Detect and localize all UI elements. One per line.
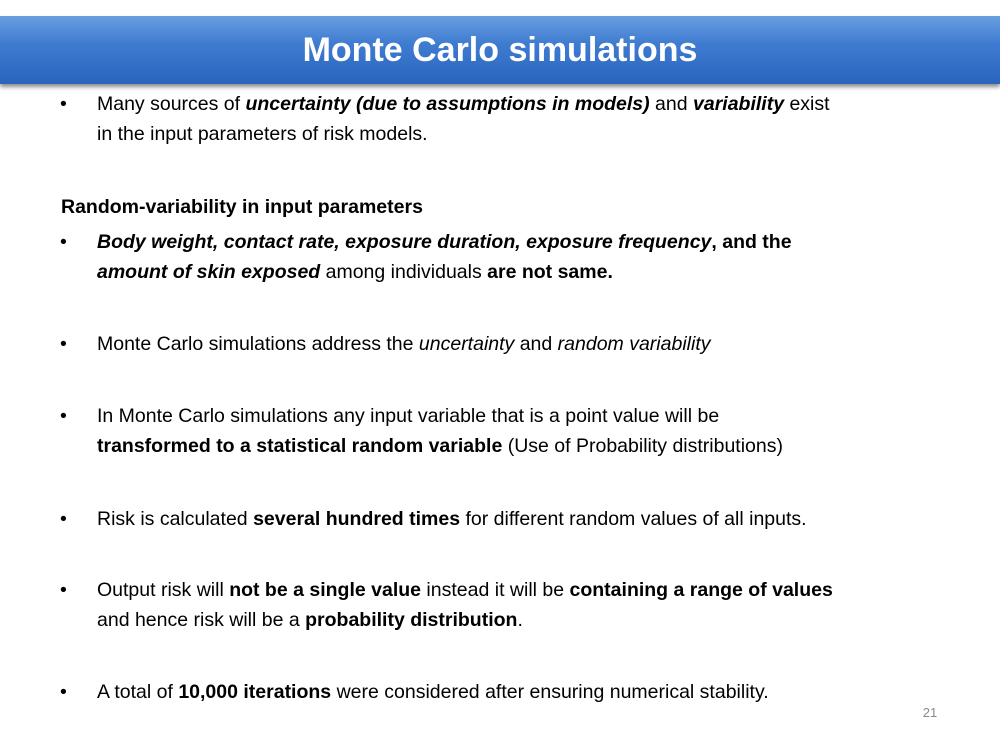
section-heading: Random-variability in input parameters bbox=[61, 196, 423, 218]
text-run: Risk is calculated bbox=[97, 508, 254, 530]
title-bar bbox=[0, 16, 1000, 84]
bold-run: , and the bbox=[711, 231, 792, 253]
bullet-text bbox=[97, 677, 957, 707]
bullet-text bbox=[97, 329, 957, 359]
page-number: 21 bbox=[922, 705, 938, 720]
italic-run: uncertainty bbox=[418, 333, 515, 355]
text-run: exist bbox=[784, 93, 830, 115]
text-run: A total of bbox=[97, 681, 179, 703]
bullet-text bbox=[97, 575, 957, 635]
bullet-icon: • bbox=[60, 333, 67, 355]
bullet-text bbox=[97, 227, 957, 287]
text-run: and bbox=[514, 333, 558, 355]
bullet-icon: • bbox=[60, 93, 67, 115]
emphasis-parameters: Body weight, contact rate, exposure duration, exposure frequency bbox=[97, 231, 712, 253]
bold-run: containing a range of values bbox=[569, 579, 833, 601]
bullet-text bbox=[97, 401, 957, 461]
emphasis-variability: variability bbox=[693, 93, 785, 115]
text-run: In Monte Carlo simulations any input variable that is a point value will be bbox=[97, 405, 720, 427]
slide-title: Monte Carlo simulations bbox=[302, 30, 698, 69]
bold-run: transformed to a statistical random variable bbox=[97, 435, 503, 457]
bold-run: probability distribution bbox=[305, 609, 518, 631]
bullet-icon: • bbox=[60, 231, 67, 253]
bullet-icon: • bbox=[60, 405, 67, 427]
text-run: (Use of Probability distributions) bbox=[502, 435, 783, 457]
text-run: and bbox=[649, 93, 693, 115]
text-run: Output risk will bbox=[97, 579, 230, 601]
emphasis-uncertainty: uncertainty (due to assumptions in models) bbox=[245, 93, 650, 115]
text-run: among individuals bbox=[320, 261, 488, 283]
text-run: Monte Carlo simulations address the bbox=[97, 333, 419, 355]
text-run: instead it will be bbox=[421, 579, 570, 601]
italic-run: random variability bbox=[557, 333, 711, 355]
bold-run: are not same. bbox=[487, 261, 613, 283]
text-run: Many sources of bbox=[97, 93, 246, 115]
emphasis-skin: amount of skin exposed bbox=[97, 261, 321, 283]
bullet-icon: • bbox=[60, 579, 67, 601]
bullet-text bbox=[97, 89, 957, 149]
text-run: . bbox=[517, 609, 523, 631]
text-run: and hence risk will be a bbox=[97, 609, 306, 631]
bullet-text bbox=[97, 504, 957, 534]
bullet-icon: • bbox=[60, 508, 67, 530]
text-run: were considered after ensuring numerical stability. bbox=[331, 681, 769, 703]
bold-run: not be a single value bbox=[229, 579, 422, 601]
bullet-icon: • bbox=[60, 681, 67, 703]
bold-run: 10,000 iterations bbox=[178, 681, 332, 703]
text-run: in the input parameters of risk models. bbox=[97, 123, 428, 145]
bold-run: several hundred times bbox=[253, 508, 461, 530]
text-run: for different random values of all inputs. bbox=[460, 508, 807, 530]
